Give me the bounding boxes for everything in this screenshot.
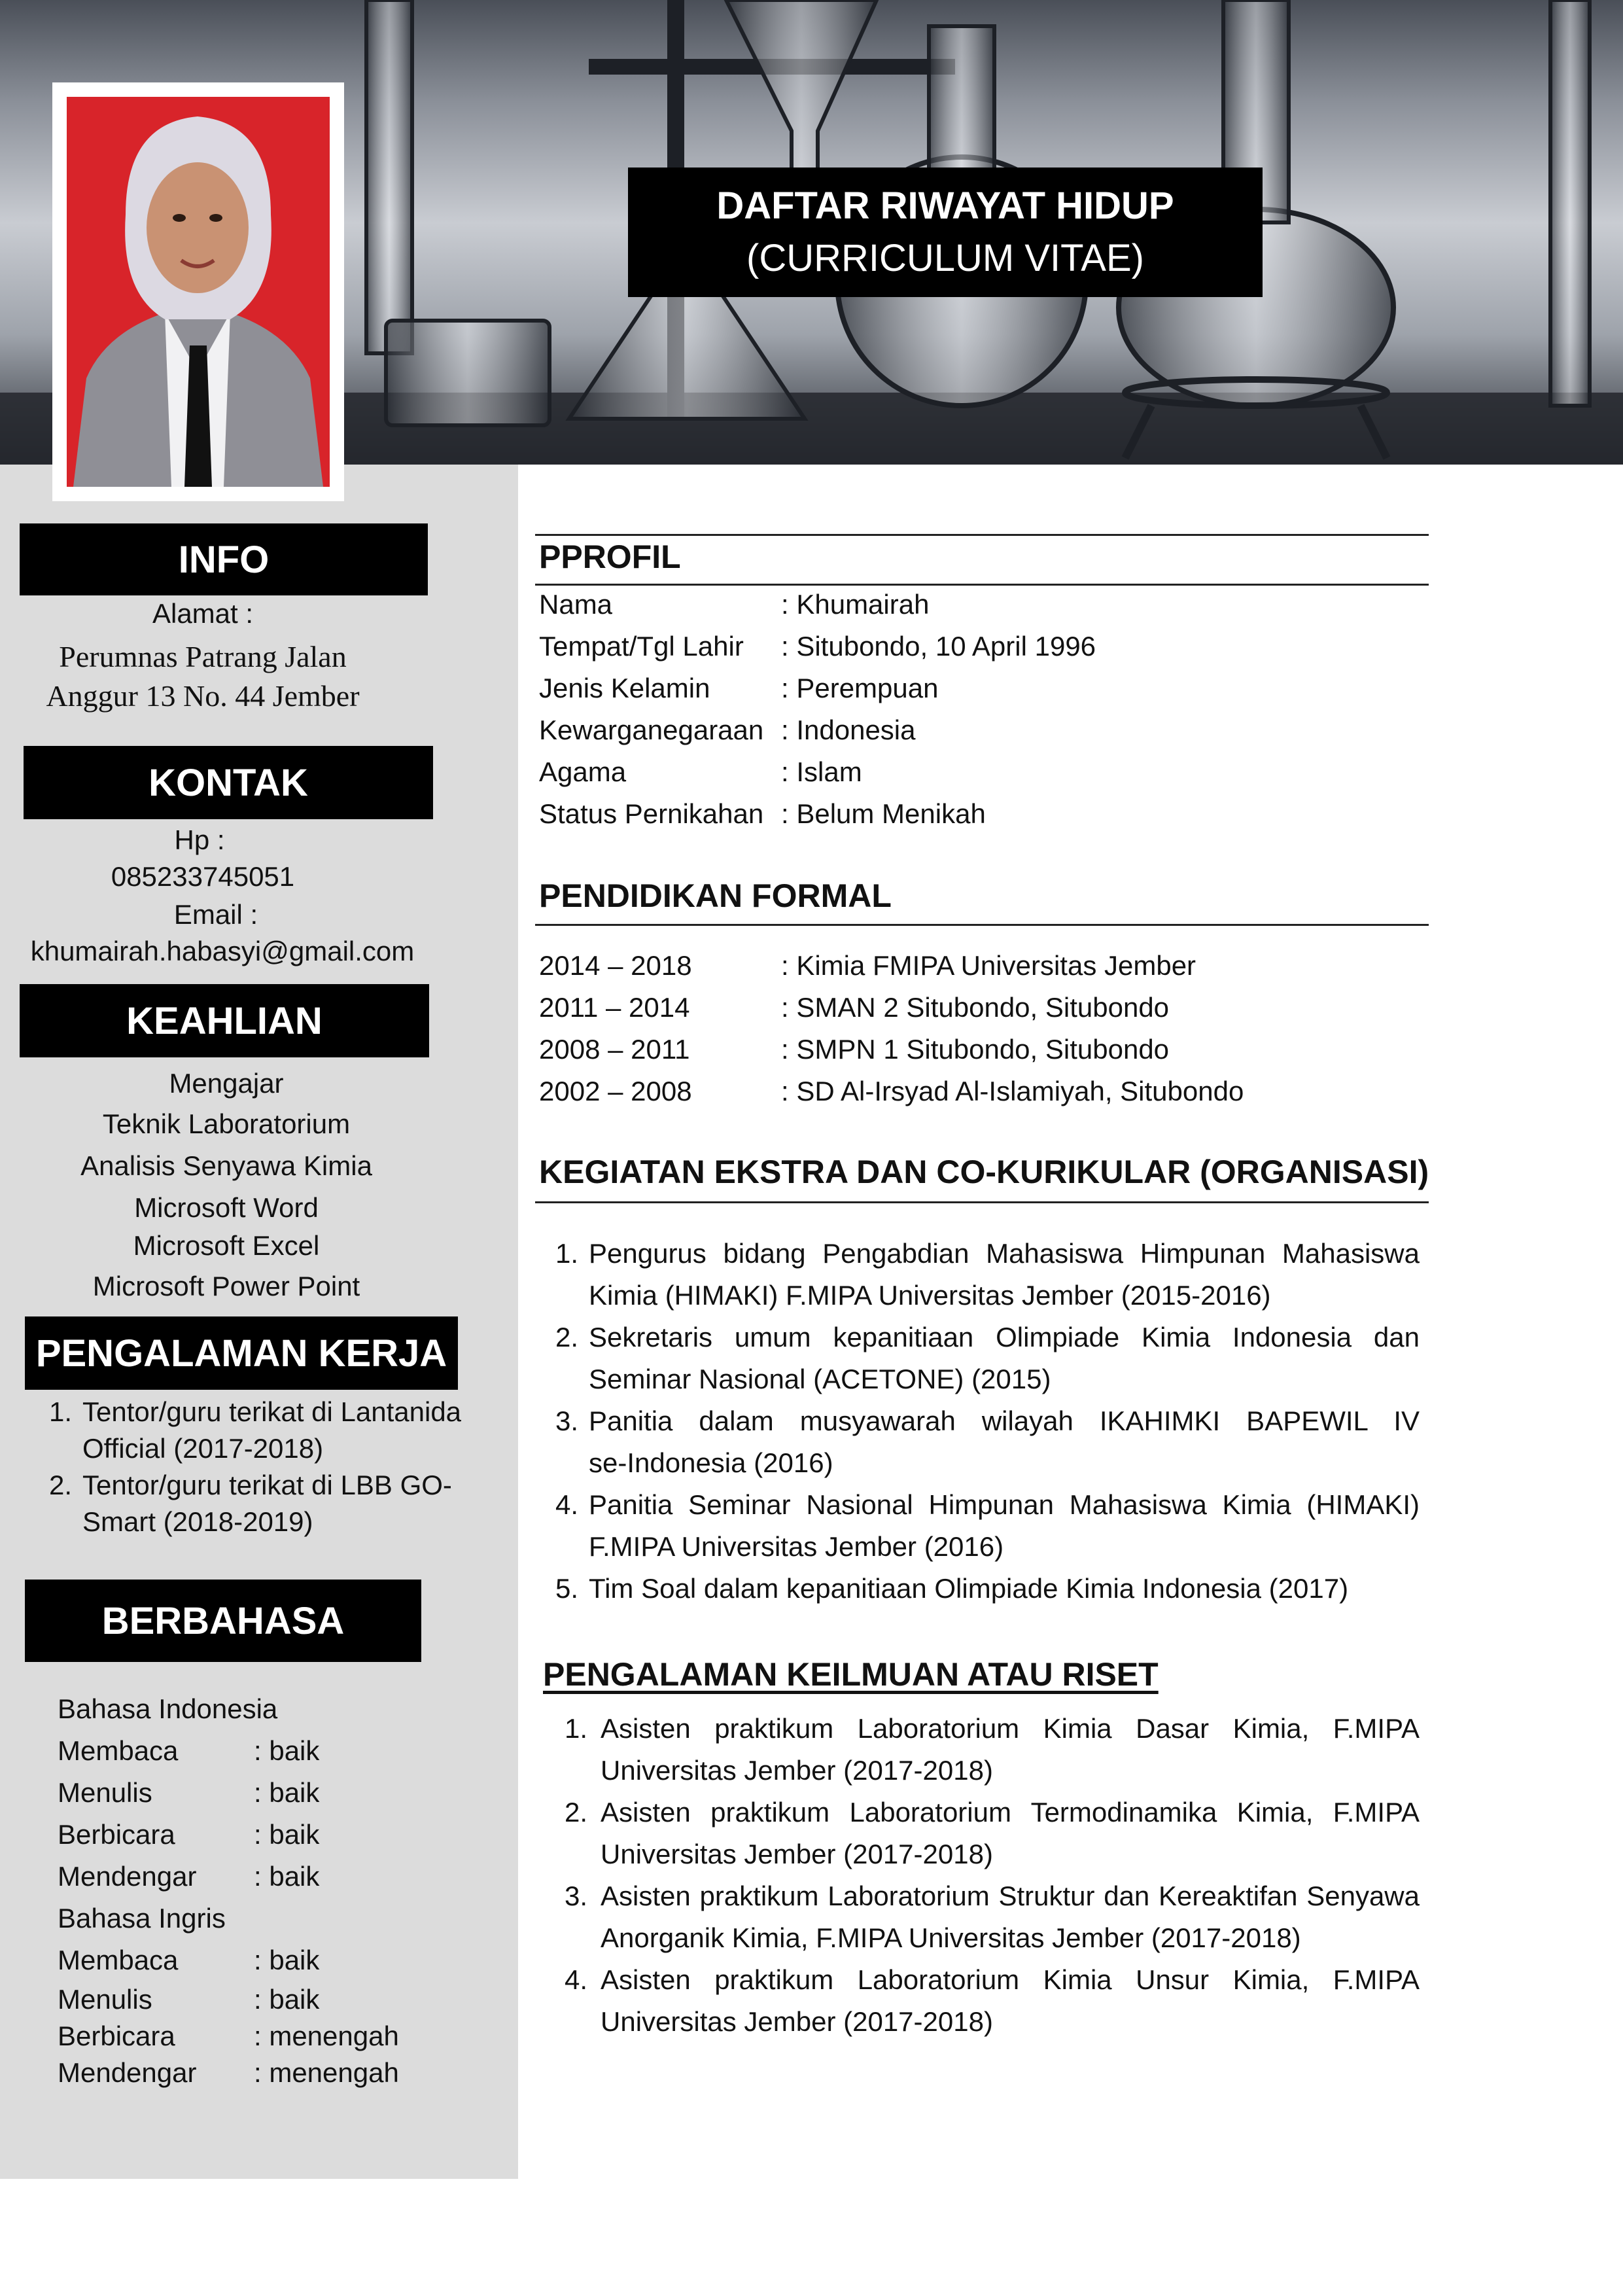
skill-item: Teknik Laboratorium [102, 1108, 351, 1139]
organization-item: 1. Pengurus bidang Pengabdian Mahasiswa Himpunan Mahasiswa Kimia (HIMAKI) F.MIPA Universitas Jember (2015-2016) [555, 1238, 1420, 1311]
research-item: 1. Asisten praktikum Laboratorium Kimia Dasar Kimia, F.MIPA Universitas Jember (2017-2018) [564, 1713, 1420, 1786]
organization-item: 2. Sekretaris umum kepanitiaan Olimpiade Kimia Indonesia dan Seminar Nasional (ACETONE) (2015) [555, 1322, 1420, 1394]
organization-item: 5. Tim Soal dalam kepanitiaan Olimpiade Kimia Indonesia (2017) [555, 1573, 1349, 1604]
profile-photo [52, 82, 344, 501]
education-row: 2014 – 2018 : Kimia FMIPA Universitas Jember [539, 950, 1196, 981]
cv-title: DAFTAR RIWAYAT HIDUP [716, 185, 1174, 227]
research-heading: PENGALAMAN KEILMUAN ATAU RISET [543, 1656, 1159, 1693]
education-row: 2008 – 2011 : SMPN 1 Situbondo, Situbondo [539, 1034, 1170, 1065]
research-item: 3. Asisten praktikum Laboratorium Struktur dan Kereaktifan Senyawa Anorganik Kimia, F.MIPA Universitas Jember (2017-2018) [564, 1881, 1420, 1953]
organization-list [535, 1233, 1420, 1610]
profile-row: Status Pernikahan : Belum Menikah [539, 798, 986, 829]
contact-heading: KONTAK [24, 746, 433, 819]
profile-heading: PPROFIL [539, 539, 681, 575]
profile-top-divider [535, 534, 1429, 536]
email-address: khumairah.habasyi@gmail.com [30, 936, 415, 966]
organization-heading: KEGIATAN EKSTRA DAN CO-KURIKULAR (ORGANISASI) [539, 1154, 1429, 1190]
organization-divider [535, 1201, 1429, 1203]
profile-row: Kewarganegaraan : Indonesia [539, 715, 916, 745]
language-skill-row: Membaca : baik [58, 1945, 320, 1975]
address-line1: Perumnas Patrang Jalan [59, 640, 347, 673]
profile-photo-inner [67, 97, 330, 487]
phone-number: 085233745051 [111, 861, 295, 892]
education-divider [535, 924, 1429, 926]
profile-row: Agama : Islam [539, 756, 862, 787]
research-item: 2. Asisten praktikum Laboratorium Termodinamika Kimia, F.MIPA Universitas Jember (2017-2018) [564, 1797, 1420, 1869]
language-skill-row: Mendengar : menengah [58, 2057, 399, 2088]
language-skill-row: Mendengar : baik [58, 1861, 320, 1892]
work-list [29, 1394, 487, 1540]
language-skill-row: Menulis : baik [58, 1777, 320, 1808]
skill-item: Microsoft Word [134, 1192, 319, 1223]
skills-heading: KEAHLIAN [20, 984, 429, 1057]
research-item: 4. Asisten praktikum Laboratorium Kimia Unsur Kimia, F.MIPA Universitas Jember (2017-2018) [564, 1964, 1420, 2037]
language-skill-row: Membaca : baik [58, 1735, 320, 1766]
education-row: 2011 – 2014 : SMAN 2 Situbondo, Situbondo [539, 992, 1170, 1023]
profile-row: Nama : Khumairah [539, 589, 930, 620]
education-table [539, 945, 1244, 1112]
skill-item: Analisis Senyawa Kimia [80, 1150, 372, 1181]
organization-item: 4. Panitia Seminar Nasional Himpunan Mahasiswa Kimia (HIMAKI) F.MIPA Universitas Jember (2016) [555, 1489, 1420, 1562]
education-row: 2002 – 2008 : SD Al-Irsyad Al-Islamiyah, Situbondo [539, 1076, 1244, 1106]
address-line2: Anggur 13 No. 44 Jember [46, 679, 360, 713]
research-list [535, 1708, 1420, 2043]
cv-subtitle: (CURRICULUM VITAE) [746, 237, 1144, 279]
person-portrait-icon [67, 97, 330, 487]
work-item: 1. Tentor/guru terikat di Lantanida Official (2017-2018) [48, 1396, 462, 1464]
profile-row: Tempat/Tgl Lahir : Situbondo, 10 April 1996 [539, 631, 1096, 662]
address-label: Alamat : [152, 598, 254, 629]
profile-row: Jenis Kelamin : Perempuan [539, 673, 939, 703]
work-heading: PENGALAMAN KERJA [25, 1316, 458, 1390]
language-skill-row: Menulis : baik [58, 1984, 320, 2015]
work-item: 2. Tentor/guru terikat di LBB GO- Smart (2018-2019) [48, 1470, 452, 1537]
language-heading: BERBAHASA [25, 1580, 421, 1662]
email-label: Email : [173, 899, 258, 930]
language-list [58, 1688, 489, 2091]
language-skill-row: Berbicara : baik [58, 1819, 320, 1850]
skill-item: Microsoft Excel [133, 1230, 320, 1261]
profile-table [539, 584, 1096, 835]
language-name: Bahasa Indonesia [58, 1693, 278, 1724]
skill-item: Microsoft Power Point [92, 1271, 360, 1301]
language-name: Bahasa Ingris [58, 1903, 226, 1934]
language-skill-row: Berbicara : menengah [58, 2021, 399, 2051]
education-heading: PENDIDIKAN FORMAL [539, 877, 892, 914]
skill-item: Mengajar [169, 1068, 284, 1099]
cv-title-box [628, 168, 1263, 297]
phone-label: Hp : [174, 824, 225, 855]
organization-item: 3. Panitia dalam musyawarah wilayah IKAHIMKI BAPEWIL IV se-Indonesia (2016) [555, 1405, 1420, 1478]
info-heading: INFO [20, 523, 428, 595]
